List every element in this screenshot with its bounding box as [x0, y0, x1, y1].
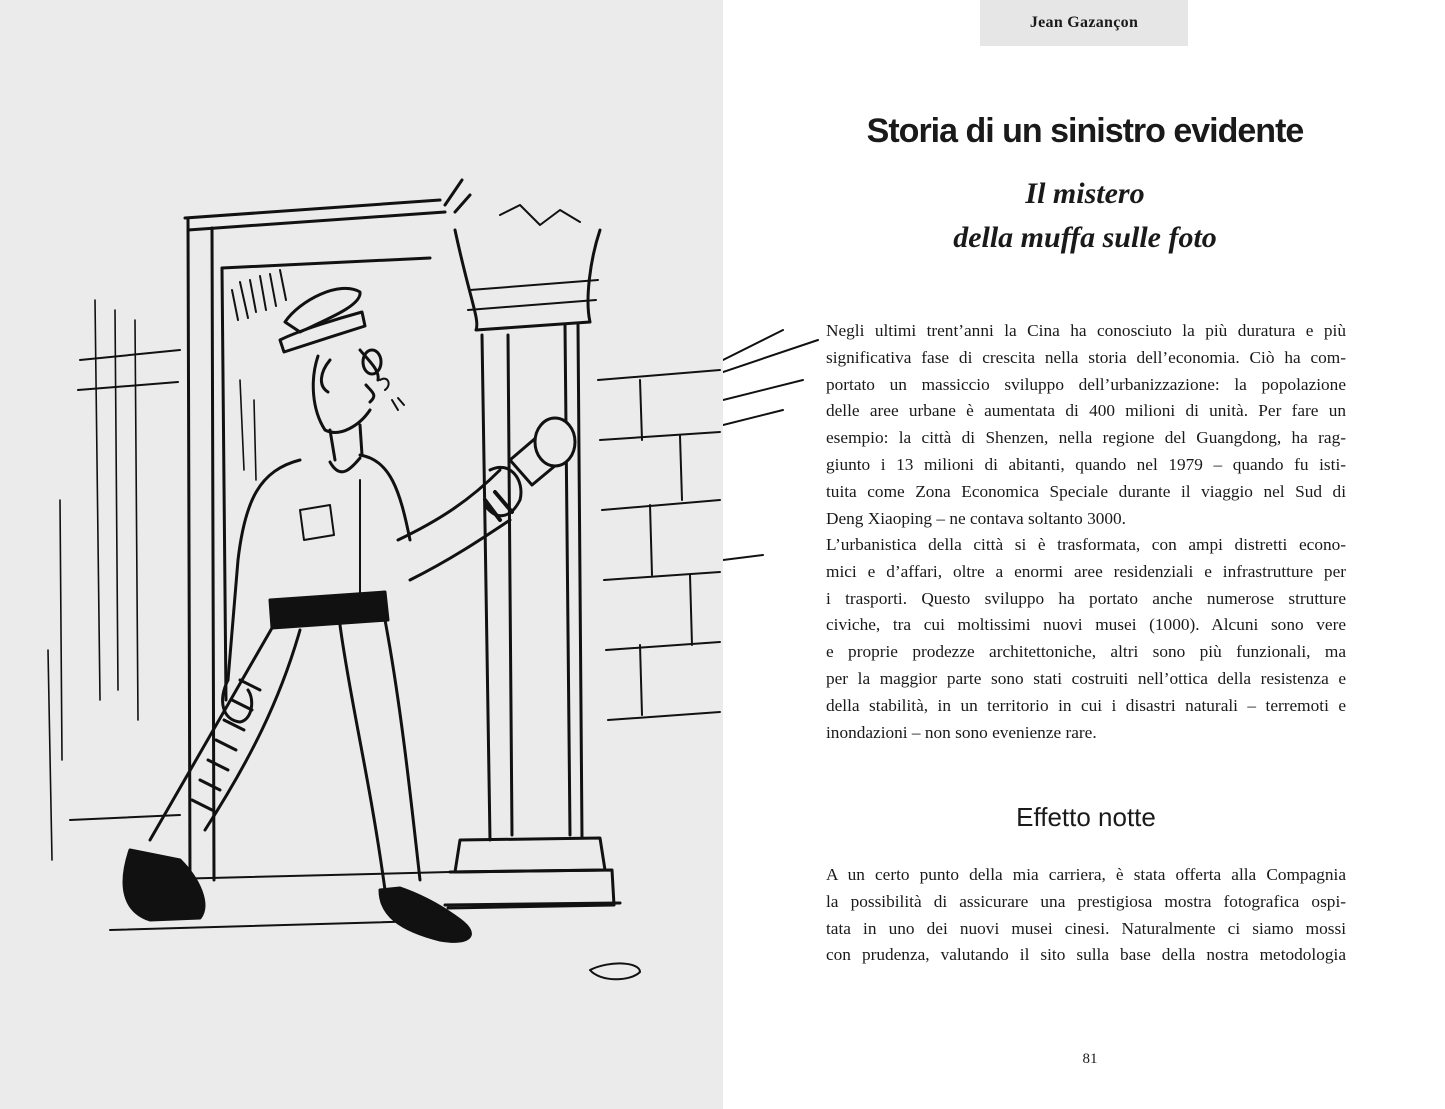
text-line: e proprie prodezze architettoniche, altri sono più funzionali, ma — [826, 642, 1346, 662]
chapter-title: Storia di un sinistro evidente — [866, 112, 1304, 150]
text-line: portato un massiccio sviluppo dell’urbanizzazione: la popolazione — [826, 374, 1346, 394]
text-line: L’urbanistica della città si è trasformata, con ampi distretti econo- — [826, 535, 1346, 554]
text-line: della stabilità, in un territorio in cui i disastri naturali – terremoti e — [826, 695, 1346, 715]
body-paragraph-1 — [826, 318, 1346, 532]
text-line: esempio: la città di Shenzen, nella regione del Guangdong, ha rag- — [826, 428, 1346, 448]
subtitle-line: della muffa sulle foto — [953, 221, 1217, 254]
text-line: la possibilità di assicurare una prestigiosa mostra fotografica ospi- — [826, 891, 1346, 911]
body-paragraph-2 — [826, 532, 1346, 746]
author-name: Jean Gazançon — [1029, 14, 1139, 31]
text-line: con prudenza, valutando il sito sulla base della nostra metodologia — [826, 945, 1346, 965]
text-line: delle aree urbane è aumentata di 400 milioni di unità. Per fare un — [826, 401, 1346, 421]
page-number: 81 — [1082, 1051, 1098, 1067]
text-line: tata in uno dei nuovi musei cinesi. Naturalmente ci siamo mossi — [826, 918, 1346, 938]
text-line: per la maggior parte sono stati costruiti nell’ottica della resistenza e — [826, 668, 1346, 688]
text-line: tuita come Zona Economica Speciale durante il viaggio nel Sud di — [826, 481, 1346, 501]
running-header-author — [980, 0, 1188, 46]
text-line: inondazioni – non sono evenienze rare. — [826, 722, 1097, 742]
subtitle-line: Il mistero — [1025, 177, 1145, 210]
section-paragraph — [826, 862, 1346, 969]
text-line: A un certo punto della mia carriera, è stata offerta alla Compagnia — [826, 865, 1346, 884]
text-line: Negli ultimi trent’anni la Cina ha conosciuto la più duratura e più — [826, 321, 1346, 340]
text-line: civiche, tra cui moltissimi nuovi musei (1000). Alcuni sono vere — [826, 615, 1346, 635]
section-heading: Effetto notte — [1016, 802, 1156, 832]
flashlight-beam-illustration — [723, 0, 843, 1109]
text-line: giunto i 13 milioni di abitanti, quando nel 1979 – quando fu isti- — [826, 454, 1346, 474]
chapter-subtitle — [790, 172, 1380, 260]
text-line: mici e d’affari, oltre a enormi aree residenziali e infrastrutture per — [826, 561, 1346, 581]
text-line: i trasporti. Questo sviluppo ha portato anche numerose strutture — [826, 588, 1346, 608]
text-line: Deng Xiaoping – ne contava soltanto 3000. — [826, 508, 1126, 528]
text-line: significativa fase di crescita nella storia dell’economia. Ciò ha com- — [826, 347, 1346, 367]
